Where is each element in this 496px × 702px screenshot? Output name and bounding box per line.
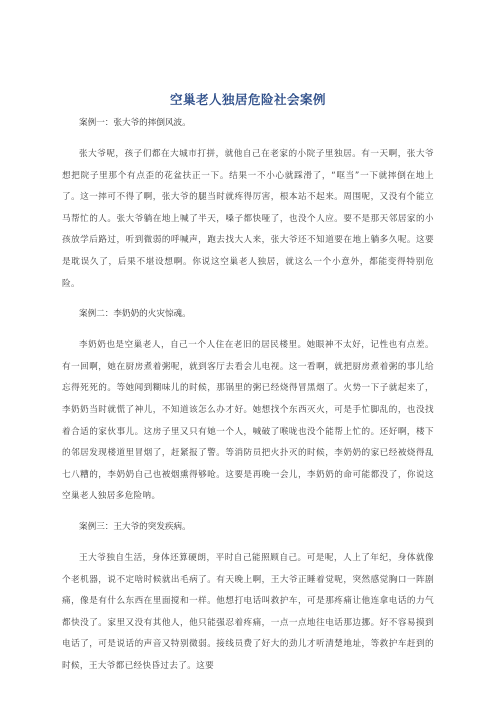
document-title: 空巢老人独居危险社会案例 [169, 92, 326, 107]
document-body [62, 117, 434, 690]
case-heading: 案例一：张大爷的摔倒风波。 [79, 118, 191, 128]
case-paragraph: 张大爷呢，孩子们都在大城市打拼，就他自己在老家的小院子里独居。有一天啊，张大爷想把院子里那个有点歪的花盆扶正一下。结果一不小心就踩滑了，“哐当”一下就摔倒在地上了。这一摔可不得了啊，张大爷的腿当时就疼得厉害，根本站不起来。周围呢，又没有个能立马帮忙的人。张大爷躺在地上喊了半天，嗓子都快哑了，也没个人应。要不是那天邻居家的小孩放学后路过，听到微弱的呼喊声，跑去找大人来，张大爷还不知道要在地上躺多久呢。这要是耽误久了，后果不堪设想啊。你说这空巢老人独居，就这么一个小意外，都能变得特别危险。 [62, 149, 434, 289]
case-paragraph: 王大爷独自生活，身体还算硬朗，平时自己能照顾自己。可是呢，人上了年纪，身体就像个老机器，说不定啥时候就出毛病了。有天晚上啊，王大爷正睡着觉呢，突然感觉胸口一阵剧痛，像是有什么东西在里面搅和一样。他想打电话叫救护车，可是那疼痛让他连拿电话的力气都快没了。家里又没有其他人，他只能强忍着疼痛，一点一点地往电话那边挪。好不容易摸到电话了，可是说话的声音又特别微弱。接线员费了好大的劲儿才听清楚地址，等救护车赶到的时候，王大爷都已经快昏过去了。这要 [62, 552, 434, 671]
case-paragraph: 李奶奶也是空巢老人，自己一个人住在老旧的居民楼里。她眼神不太好，记性也有点差。有一回啊，她在厨房煮着粥呢，就到客厅去看会儿电视。这一看啊，就把厨房煮着粥的事儿给忘得死死的。等她闻到糊味儿的时候，那锅里的粥已经烧得冒黑烟了。火势一下子就起来了，李奶奶当时就慌了神儿，不知道该怎么办才好。她想找个东西灭火，可是手忙脚乱的，也没找着合适的家伙事儿。这房子里又只有她一个人，喊破了喉咙也没个能帮上忙的。还好啊，楼下的邻居发现楼道里冒烟了，赶紧报了警。等消防员把火扑灭的时候，李奶奶的家已经被烧得乱七八糟的，李奶奶自己也被烟熏得够呛。这要是再晚一会儿，李奶奶的命可能都没了，你说这空巢老人独居多危险呐。 [62, 340, 434, 502]
case-heading: 案例二：李奶奶的火灾惊魂。 [79, 309, 191, 320]
case-heading: 案例三：王大爷的突发疾病。 [79, 521, 191, 532]
